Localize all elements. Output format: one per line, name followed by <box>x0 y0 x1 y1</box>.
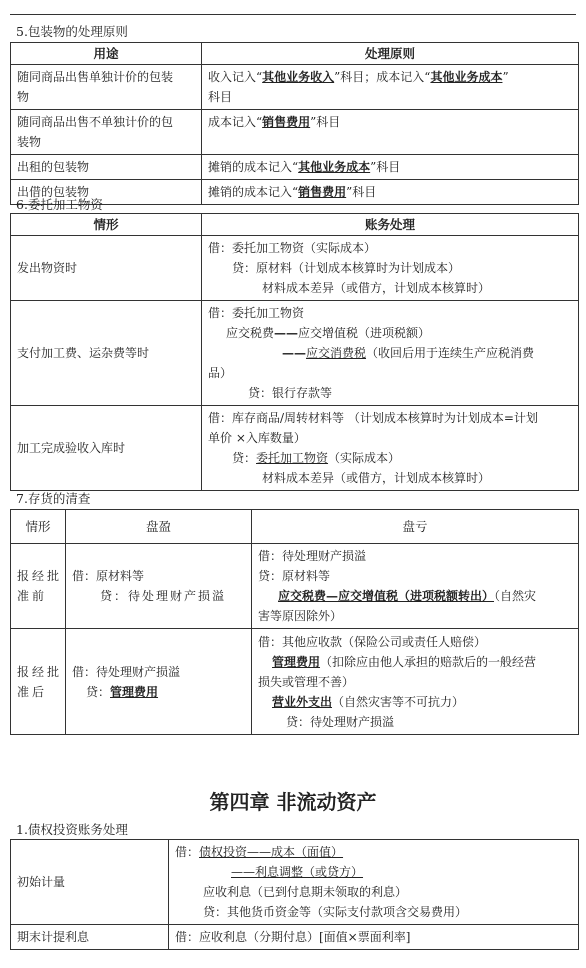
cell-line: 品） <box>208 366 233 380</box>
inventory-check-table <box>10 509 579 735</box>
account-keyword: 应交税费—应交增值税（进项税额转出） <box>278 589 495 603</box>
table-row <box>11 925 579 950</box>
cell-line <box>258 692 572 712</box>
cell-line: 贷：其他货币资金等（实际支付款项含交易费用） <box>203 905 468 919</box>
chapter-title: 第四章 非流动资产 <box>209 790 377 814</box>
cell-line: 借：原材料等 <box>72 569 145 583</box>
account-keyword: 其他业务成本 <box>298 160 371 174</box>
account-keyword: 其他业务成本 <box>430 70 503 84</box>
row-label: 出租的包装物 <box>11 155 202 180</box>
text: —— <box>274 326 299 340</box>
table-row <box>11 155 579 180</box>
account-keyword: 债权投资——成本（面值） <box>199 845 344 859</box>
text: 收入记入“ <box>208 70 263 84</box>
cell-text: 报经批 <box>17 664 63 679</box>
text: ”科目 <box>370 160 401 174</box>
surplus-entry <box>66 629 252 735</box>
cell-line <box>72 682 245 702</box>
cell-line: 贷：待处理财产损溢 <box>286 714 395 729</box>
section-5-title: 5.包装物的处理原则 <box>16 24 128 39</box>
cell-line: 贷：待处理财产损溢 <box>100 589 227 603</box>
table-row <box>11 406 579 491</box>
cell-line: 贷：原材料等 <box>258 569 331 583</box>
table-row <box>11 629 579 735</box>
cell-line <box>208 448 572 468</box>
table-row <box>11 65 579 110</box>
section-7-title: 7.存货的清查 <box>16 491 91 506</box>
cell-line <box>208 343 572 363</box>
table-row <box>11 110 579 155</box>
text: 成本记入“ <box>208 115 263 129</box>
row-content <box>202 406 579 491</box>
account-keyword: 营业外支出 <box>272 694 333 709</box>
row-content <box>202 65 579 110</box>
header-surplus: 盘盈 <box>66 510 252 544</box>
cell-line: 损失或管理不善） <box>258 674 355 689</box>
text: （自然灾 <box>494 589 537 603</box>
account-keyword: 管理费用 <box>272 654 321 669</box>
cell-line: 贷：原材料（计划成本核算时为计划成本） <box>232 261 461 275</box>
cell-line <box>175 862 572 882</box>
text: ”科目；成本记入“ <box>334 70 431 84</box>
header-shortage: 盘亏 <box>252 510 579 544</box>
cell-line <box>258 586 572 606</box>
cell-line: 借：待处理财产损溢 <box>258 549 367 563</box>
text: （实际成本） <box>328 451 401 465</box>
row-label <box>11 544 66 629</box>
row-content <box>169 840 579 925</box>
row-content: 借：应收利息（分期付息）[面值×票面利率] <box>169 925 579 950</box>
cell-line: 借：委托加工物资（实际成本） <box>208 241 377 255</box>
row-content <box>202 110 579 155</box>
cell-text: 报经批 <box>17 569 63 583</box>
text: （扣除应由他人承担的赔款后的一般经营 <box>320 654 537 669</box>
text: 应交税费 <box>226 326 275 340</box>
section-1-title: 1.债权投资账务处理 <box>16 822 128 837</box>
shortage-entry <box>252 544 579 629</box>
debt-investment-table <box>10 839 579 950</box>
account-keyword: 应交消费税 <box>306 346 367 360</box>
cell-line: 材料成本差异（或借方，计划成本核算时） <box>262 471 491 485</box>
text: 借： <box>175 845 200 859</box>
cell-text: 物 <box>17 90 30 104</box>
row-label: 支付加工费、运杂费等时 <box>11 301 202 406</box>
table-row <box>11 840 579 925</box>
text: ”科目 <box>310 115 341 129</box>
section-6-title: 6.委托加工物资 <box>16 197 103 212</box>
text: 应交增值税（进项税额） <box>298 326 431 340</box>
text: 贷： <box>232 451 257 465</box>
text: （收回后用于连续生产应税消费 <box>366 346 535 360</box>
cell-text: 随同商品出售不单独计价的包 <box>17 115 174 129</box>
header-situation: 情形 <box>11 214 202 236</box>
row-content <box>202 155 579 180</box>
cell-line: 贷：银行存款等 <box>248 386 333 400</box>
header-situation: 情形 <box>11 510 66 544</box>
text: 摊销的成本记入“ <box>208 185 299 199</box>
row-label: 出借的包装物 <box>11 180 202 205</box>
table-row <box>11 236 579 301</box>
cell-line: 应收利息（已到付息期未领取的利息） <box>203 885 408 899</box>
cell-text: 装物 <box>17 135 42 149</box>
text: —— <box>282 346 306 360</box>
row-content <box>202 301 579 406</box>
header-accounting: 账务处理 <box>202 214 579 236</box>
cell-line: 害等原因除外） <box>258 609 343 623</box>
row-label <box>11 629 66 735</box>
top-rule <box>10 14 576 15</box>
text: 贷： <box>86 684 111 699</box>
cell-line <box>208 112 572 132</box>
text: 摊销的成本记入“ <box>208 160 299 174</box>
account-keyword: 其他业务收入 <box>262 70 335 84</box>
cell-line <box>208 323 572 343</box>
processing-table <box>10 213 579 491</box>
cell-line: 借：库存商品/周转材料等 （计划成本核算时为计划成本=计划 <box>208 411 538 425</box>
row-label: 加工完成验收入库时 <box>11 406 202 491</box>
cell-text: 准前 <box>17 589 48 603</box>
row-label <box>11 65 202 110</box>
cell-line: 单价 ×入库数量） <box>208 431 306 445</box>
cell-line <box>175 842 572 862</box>
cell-text: 随同商品出售单独计价的包装 <box>17 70 174 84</box>
cell-text: 准后 <box>17 684 48 699</box>
row-content <box>202 180 579 205</box>
row-label: 初始计量 <box>11 840 169 925</box>
cell-line: 借：委托加工物资 <box>208 306 305 320</box>
row-label: 发出物资时 <box>11 236 202 301</box>
header-purpose: 用途 <box>11 43 202 65</box>
cell-line: 借：待处理财产损溢 <box>72 664 181 679</box>
header-principle: 处理原则 <box>202 43 579 65</box>
text: （自然灾害等不可抗力） <box>332 694 465 709</box>
cell-line: 借：其他应收款（保险公司或责任人赔偿） <box>258 634 487 649</box>
cell-line: 材料成本差异（或借方，计划成本核算时） <box>262 281 491 295</box>
cell-text: 科目 <box>208 90 233 104</box>
account-keyword: 销售费用 <box>262 115 311 129</box>
account-keyword: ——利息调整（或贷方） <box>231 865 364 879</box>
account-keyword: 管理费用 <box>110 684 159 699</box>
text: ” <box>502 70 509 84</box>
row-content <box>202 236 579 301</box>
row-label <box>11 110 202 155</box>
row-label: 期末计提利息 <box>11 925 169 950</box>
cell-line <box>208 67 572 87</box>
cell-line <box>258 652 572 672</box>
surplus-entry <box>66 544 252 629</box>
table-row <box>11 301 579 406</box>
table-row <box>11 544 579 629</box>
account-keyword: 委托加工物资 <box>256 451 329 465</box>
text: ”科目 <box>346 185 377 199</box>
shortage-entry <box>252 629 579 735</box>
account-keyword: 销售费用 <box>298 185 347 199</box>
packaging-table <box>10 42 579 205</box>
